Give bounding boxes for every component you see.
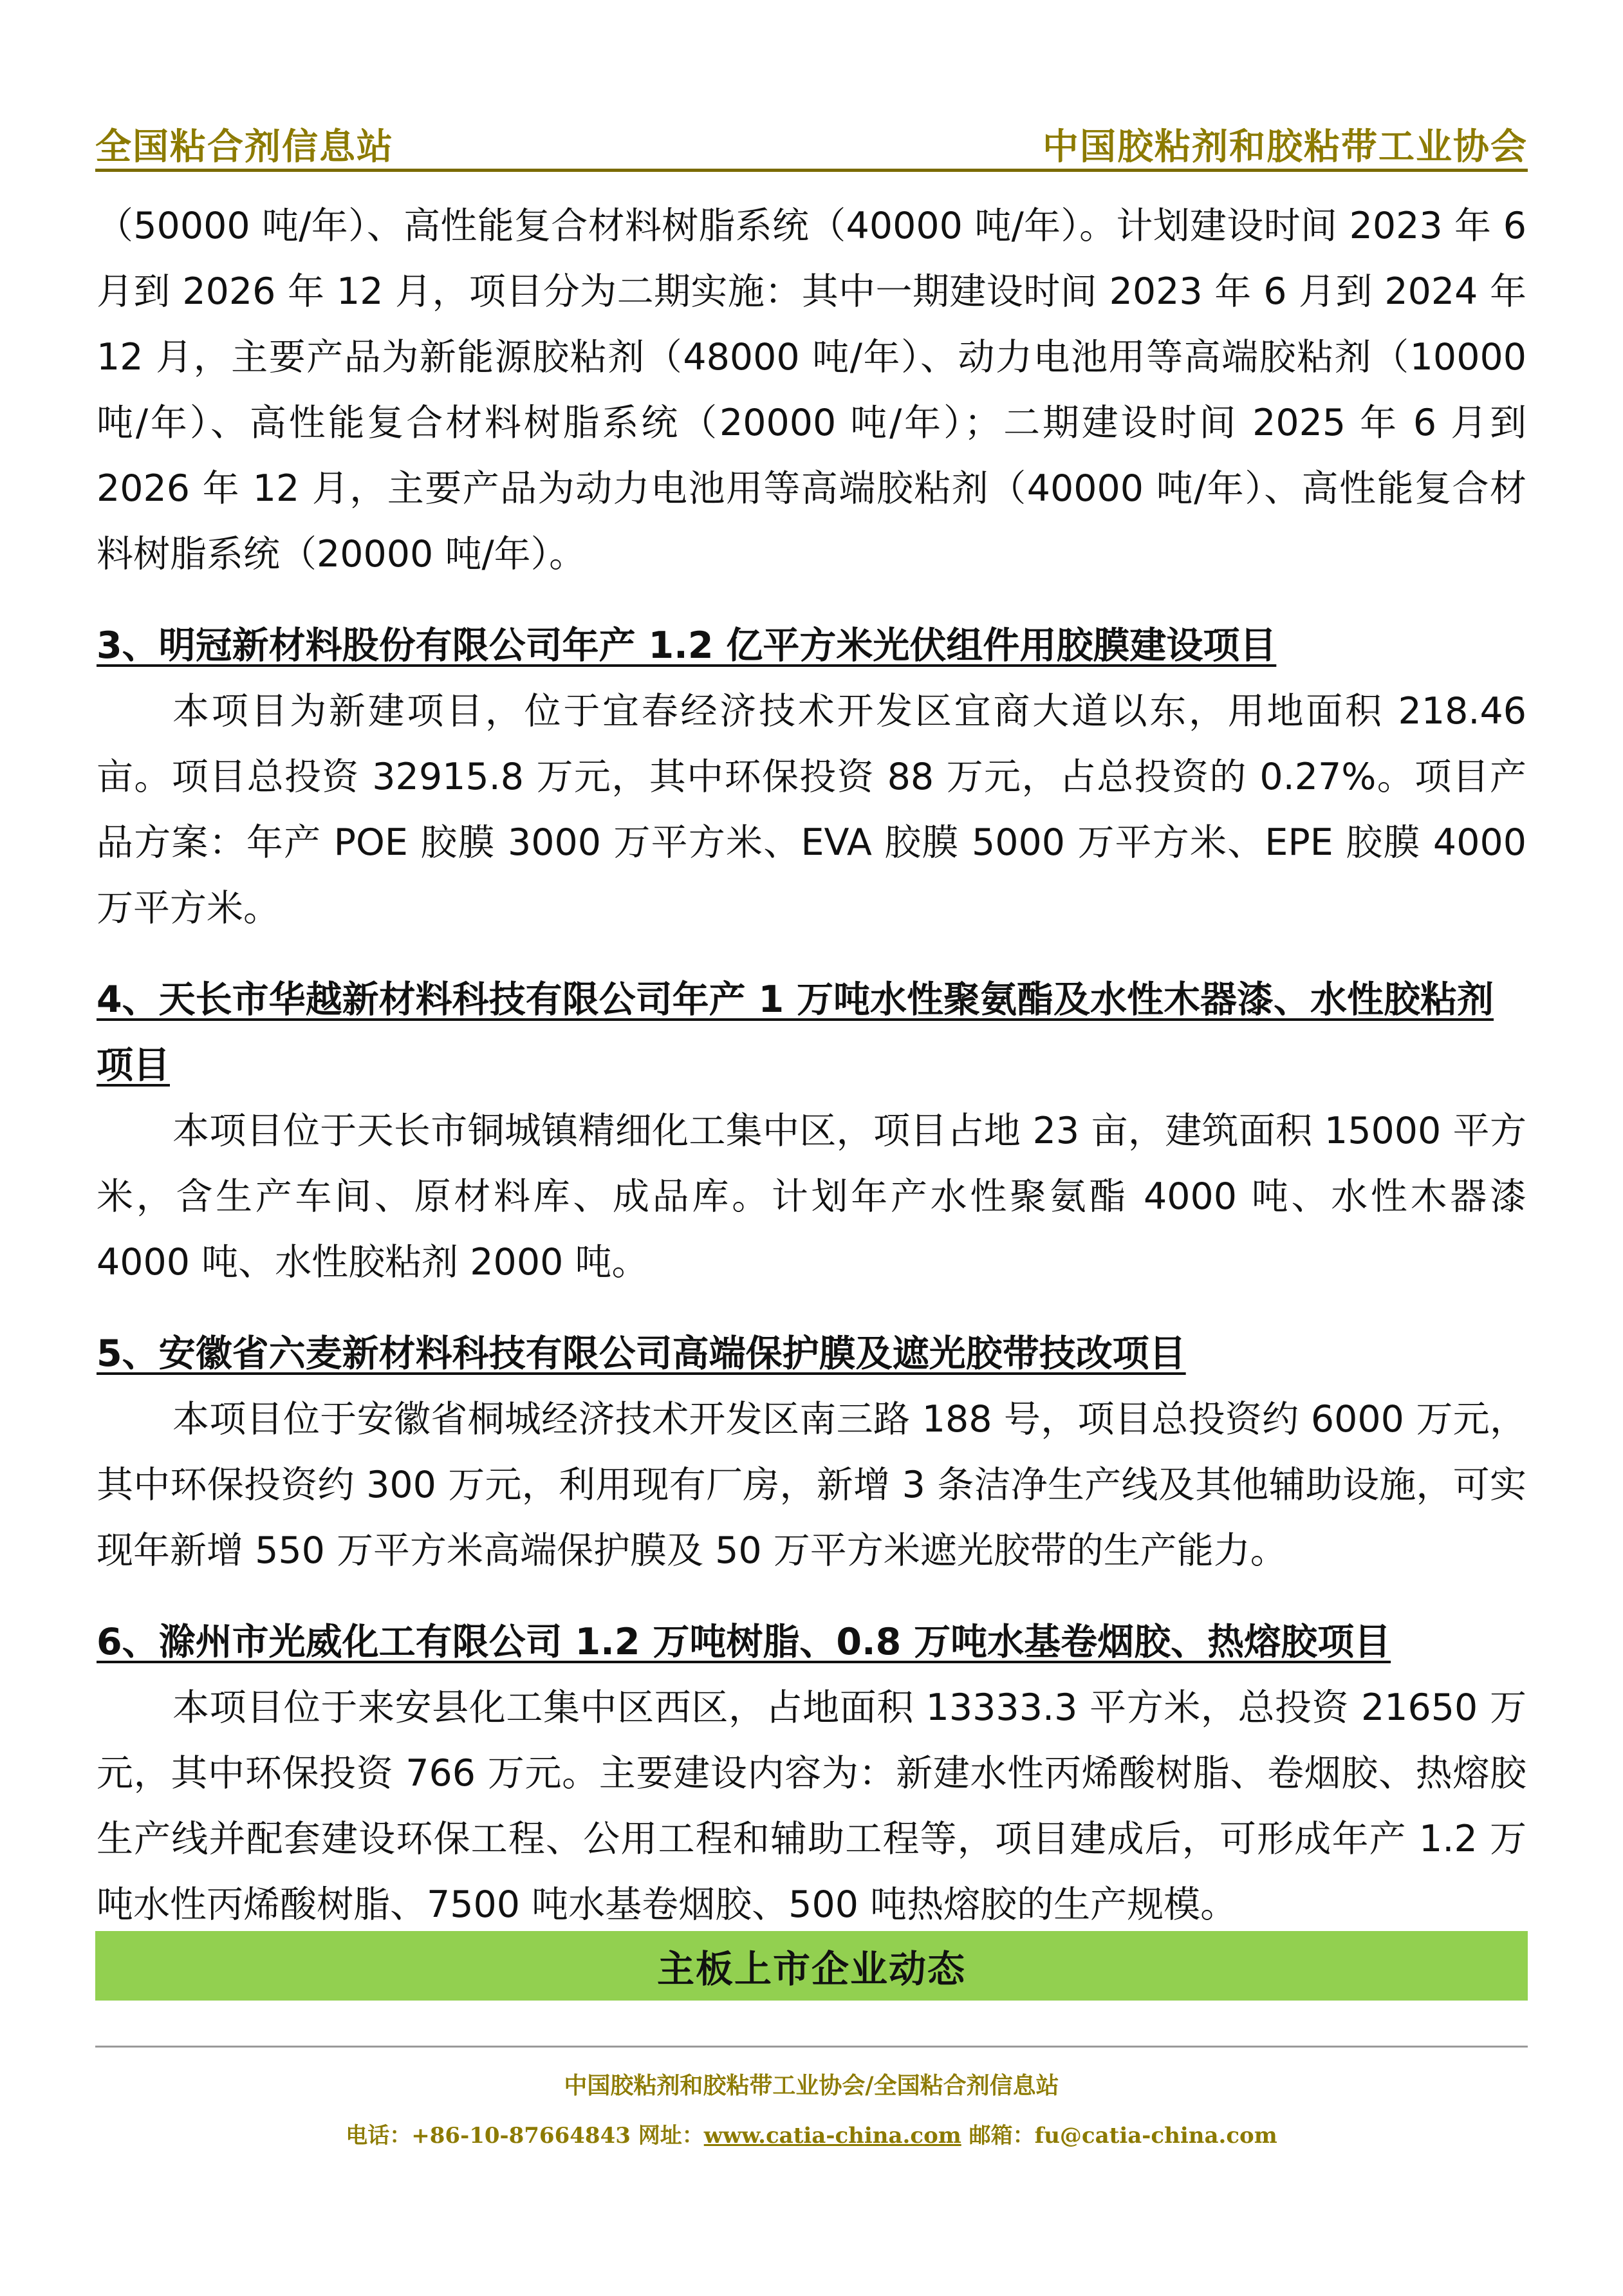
intro-paragraph: （50000 吨/年）、高性能复合材料树脂系统（40000 吨/年）。计划建设时间 2023 年 6 月到 2026 年 12 月，项目分为二期实施：其中一期建设时间 2023 年 6 月到 2024 年 12 月，主要产品为新能源胶粘剂（48000 吨/年）、动力电池用等高端胶粘剂（10000 吨/年）、高性能复合材料树脂系统（20000 吨/年）；二期建设时间 2025 年 6 月到 2026 年 12 月，主要产品为动力电池用等高端胶粘剂（40000 吨/年）、高性能复合材料树脂系统（20000 吨/年）。 xyxy=(97,205,1526,575)
footer-organization: 中国胶粘剂和胶粘带工业协会/全国粘合剂信息站 xyxy=(564,2072,1059,2099)
section-title-3: 3、明冠新材料股份有限公司年产 1.2 亿平方米光伏组件用胶膜建设项目 xyxy=(97,624,1277,667)
footer-site-label: 网址： xyxy=(630,2123,704,2149)
footer-website-link[interactable]: www.catia-china.com xyxy=(703,2123,961,2149)
footer-divider xyxy=(95,2046,1528,2048)
section-banner xyxy=(95,1931,1528,2001)
section-title-4: 4、天长市华越新材料科技有限公司年产 1 万吨水性聚氨酯及水性木器漆、水性胶粘剂项目 xyxy=(97,978,1494,1087)
footer-contact xyxy=(0,2118,1623,2149)
article-body xyxy=(97,193,1526,1937)
banner-title: 主板上市企业动态 xyxy=(656,1947,966,1991)
page-header xyxy=(95,116,1528,172)
footer-phone: +86-10-87664843 xyxy=(411,2123,631,2149)
footer-email-label: 邮箱： xyxy=(961,2123,1035,2149)
header-association-name: 中国胶粘剂和胶粘带工业协会 xyxy=(1043,126,1528,168)
section-body-4: 本项目位于天长市铜城镇精细化工集中区，项目占地 23 亩，建筑面积 15000 平方米，含生产车间、原材料库、成品库。计划年产水性聚氨酯 4000 吨、水性木器漆 4000 吨、水性胶粘剂 2000 吨。 xyxy=(97,1110,1526,1283)
section-title-5: 5、安徽省六麦新材料科技有限公司高端保护膜及遮光胶带技改项目 xyxy=(97,1332,1186,1375)
section-body-6: 本项目位于来安县化工集中区西区，占地面积 13333.3 平方米，总投资 21650 万元，其中环保投资 766 万元。主要建设内容为：新建水性丙烯酸树脂、卷烟胶、热熔胶生产线并配套建设环保工程、公用工程和辅助工程等，项目建成后，可形成年产 1.2 万吨水性丙烯酸树脂、7500 吨水基卷烟胶、500 吨热熔胶的生产规模。 xyxy=(97,1686,1526,1926)
footer-email[interactable]: fu@catia-china.com xyxy=(1034,2123,1277,2149)
footer-phone-label: 电话： xyxy=(346,2123,412,2149)
section-body-3: 本项目为新建项目，位于宜春经济技术开发区宜商大道以东，用地面积 218.46 亩。项目总投资 32915.8 万元，其中环保投资 88 万元，占总投资的 0.27%。项目产品方案：年产 POE 胶膜 3000 万平方米、EVA 胶膜 5000 万平方米、EPE 胶膜 4000 万平方米。 xyxy=(97,690,1526,929)
section-title-6: 6、滁州市光威化工有限公司 1.2 万吨树脂、0.8 万吨水基卷烟胶、热熔胶项目 xyxy=(97,1621,1391,1663)
header-site-name: 全国粘合剂信息站 xyxy=(95,126,394,168)
section-body-5: 本项目位于安徽省桐城经济技术开发区南三路 188 号，项目总投资约 6000 万元，其中环保投资约 300 万元，利用现有厂房，新增 3 条洁净生产线及其他辅助设施，可实现年新增 550 万平方米高端保护膜及 50 万平方米遮光胶带的生产能力。 xyxy=(97,1398,1526,1572)
